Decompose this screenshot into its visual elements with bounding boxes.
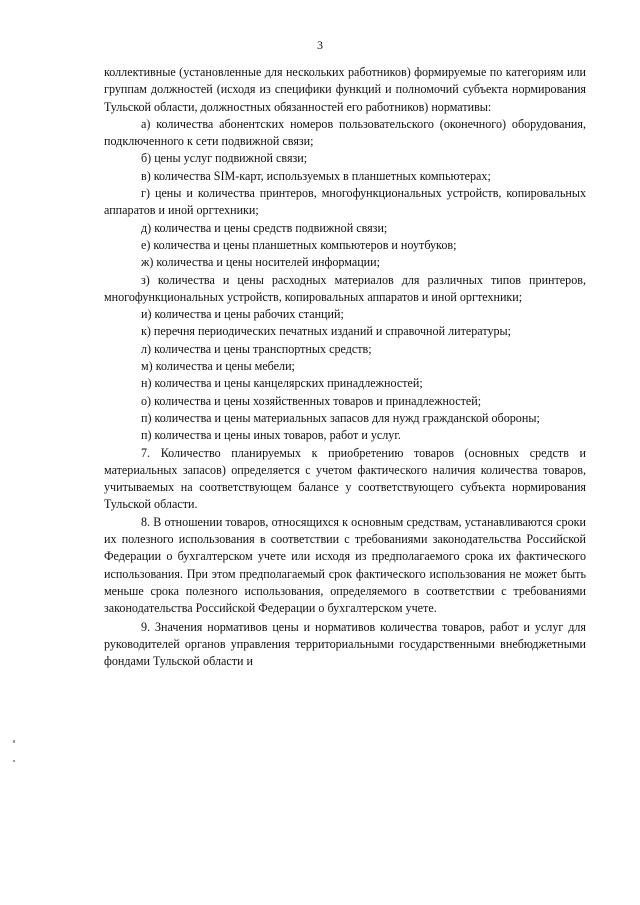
- list-item-k: к) перечня периодических печатных изданий и справочной литературы;: [141, 324, 512, 339]
- scan-mark: [13, 760, 15, 762]
- list-item-v: в) количества SIM-карт, используемых в планшетных компьютерах;: [141, 168, 491, 183]
- list-item-i: и) количества и цены рабочих станций;: [141, 307, 344, 322]
- list-item-d: д) количества и цены средств подвижной связи;: [141, 220, 388, 235]
- section-8-paragraph: 8. В отношении товаров, относящихся к основным средствам, устанавливаются сроки их полезного использования в соответствии с требованиями законодательства Российской Федерации о бухгалтерском учете или исходя из предполагаемого срока их фактического использования. При этом предполагаемый срок фактического использования не может быть меньше срока полезного использования, определяемого в соответствии с требованиями законодательства Российской Федерации о бухгалтерском учете.: [104, 514, 586, 616]
- list-item-z: з) количества и цены расходных материалов для различных типов принтеров, многофункциональных устройств, копировальных аппаратов и иной оргтехники;: [104, 272, 586, 304]
- body-text: [104, 64, 586, 670]
- section-7-paragraph: 7. Количество планируемых к приобретению товаров (основных средств и материальных запасов) определяется с учетом фактического наличия количества товаров, учитываемых на соответствующем балансе у соответствующего субъекта нормирования Тульской области.: [104, 445, 586, 512]
- list-item-zh: ж) количества и цены носителей информации;: [141, 255, 380, 270]
- list-item-p-other: п) количества и цены иных товаров, работ и услуг.: [141, 428, 401, 443]
- section-9-paragraph: 9. Значения нормативов цены и нормативов количества товаров, работ и услуг для руководителей органов управления территориальными государственными внебюджетными фондами Тульской области и: [104, 619, 586, 669]
- list-item-n: н) количества и цены канцелярских принадлежностей;: [141, 376, 423, 391]
- list-item-l: л) количества и цены транспортных средств;: [141, 341, 372, 356]
- list-item-m: м) количества и цены мебели;: [141, 359, 295, 374]
- scan-mark: [13, 740, 15, 743]
- page-number: 3: [317, 38, 323, 52]
- list-item-a: а) количества абонентских номеров пользовательского (оконечного) оборудования, подключенного к сети подвижной связи;: [104, 116, 586, 149]
- intro-paragraph: коллективные (установленные для нескольких работников) формируемые по категориям или группам должностей (исходя из специфики функций и полномочий субъекта нормирования Тульской области, должностных обязанностей его работников) нормативы:: [104, 65, 586, 114]
- list-item-p-defense: п) количества и цены материальных запасов для нужд гражданской обороны;: [141, 410, 540, 425]
- list-item-b: б) цены услуг подвижной связи;: [141, 151, 308, 166]
- list-item-g: г) цены и количества принтеров, многофункциональных устройств, копировальных аппаратов и иной оргтехники;: [104, 186, 586, 218]
- list-item-o: о) количества и цены хозяйственных товаров и принадлежностей;: [141, 393, 482, 408]
- list-item-e: е) количества и цены планшетных компьютеров и ноутбуков;: [141, 237, 457, 252]
